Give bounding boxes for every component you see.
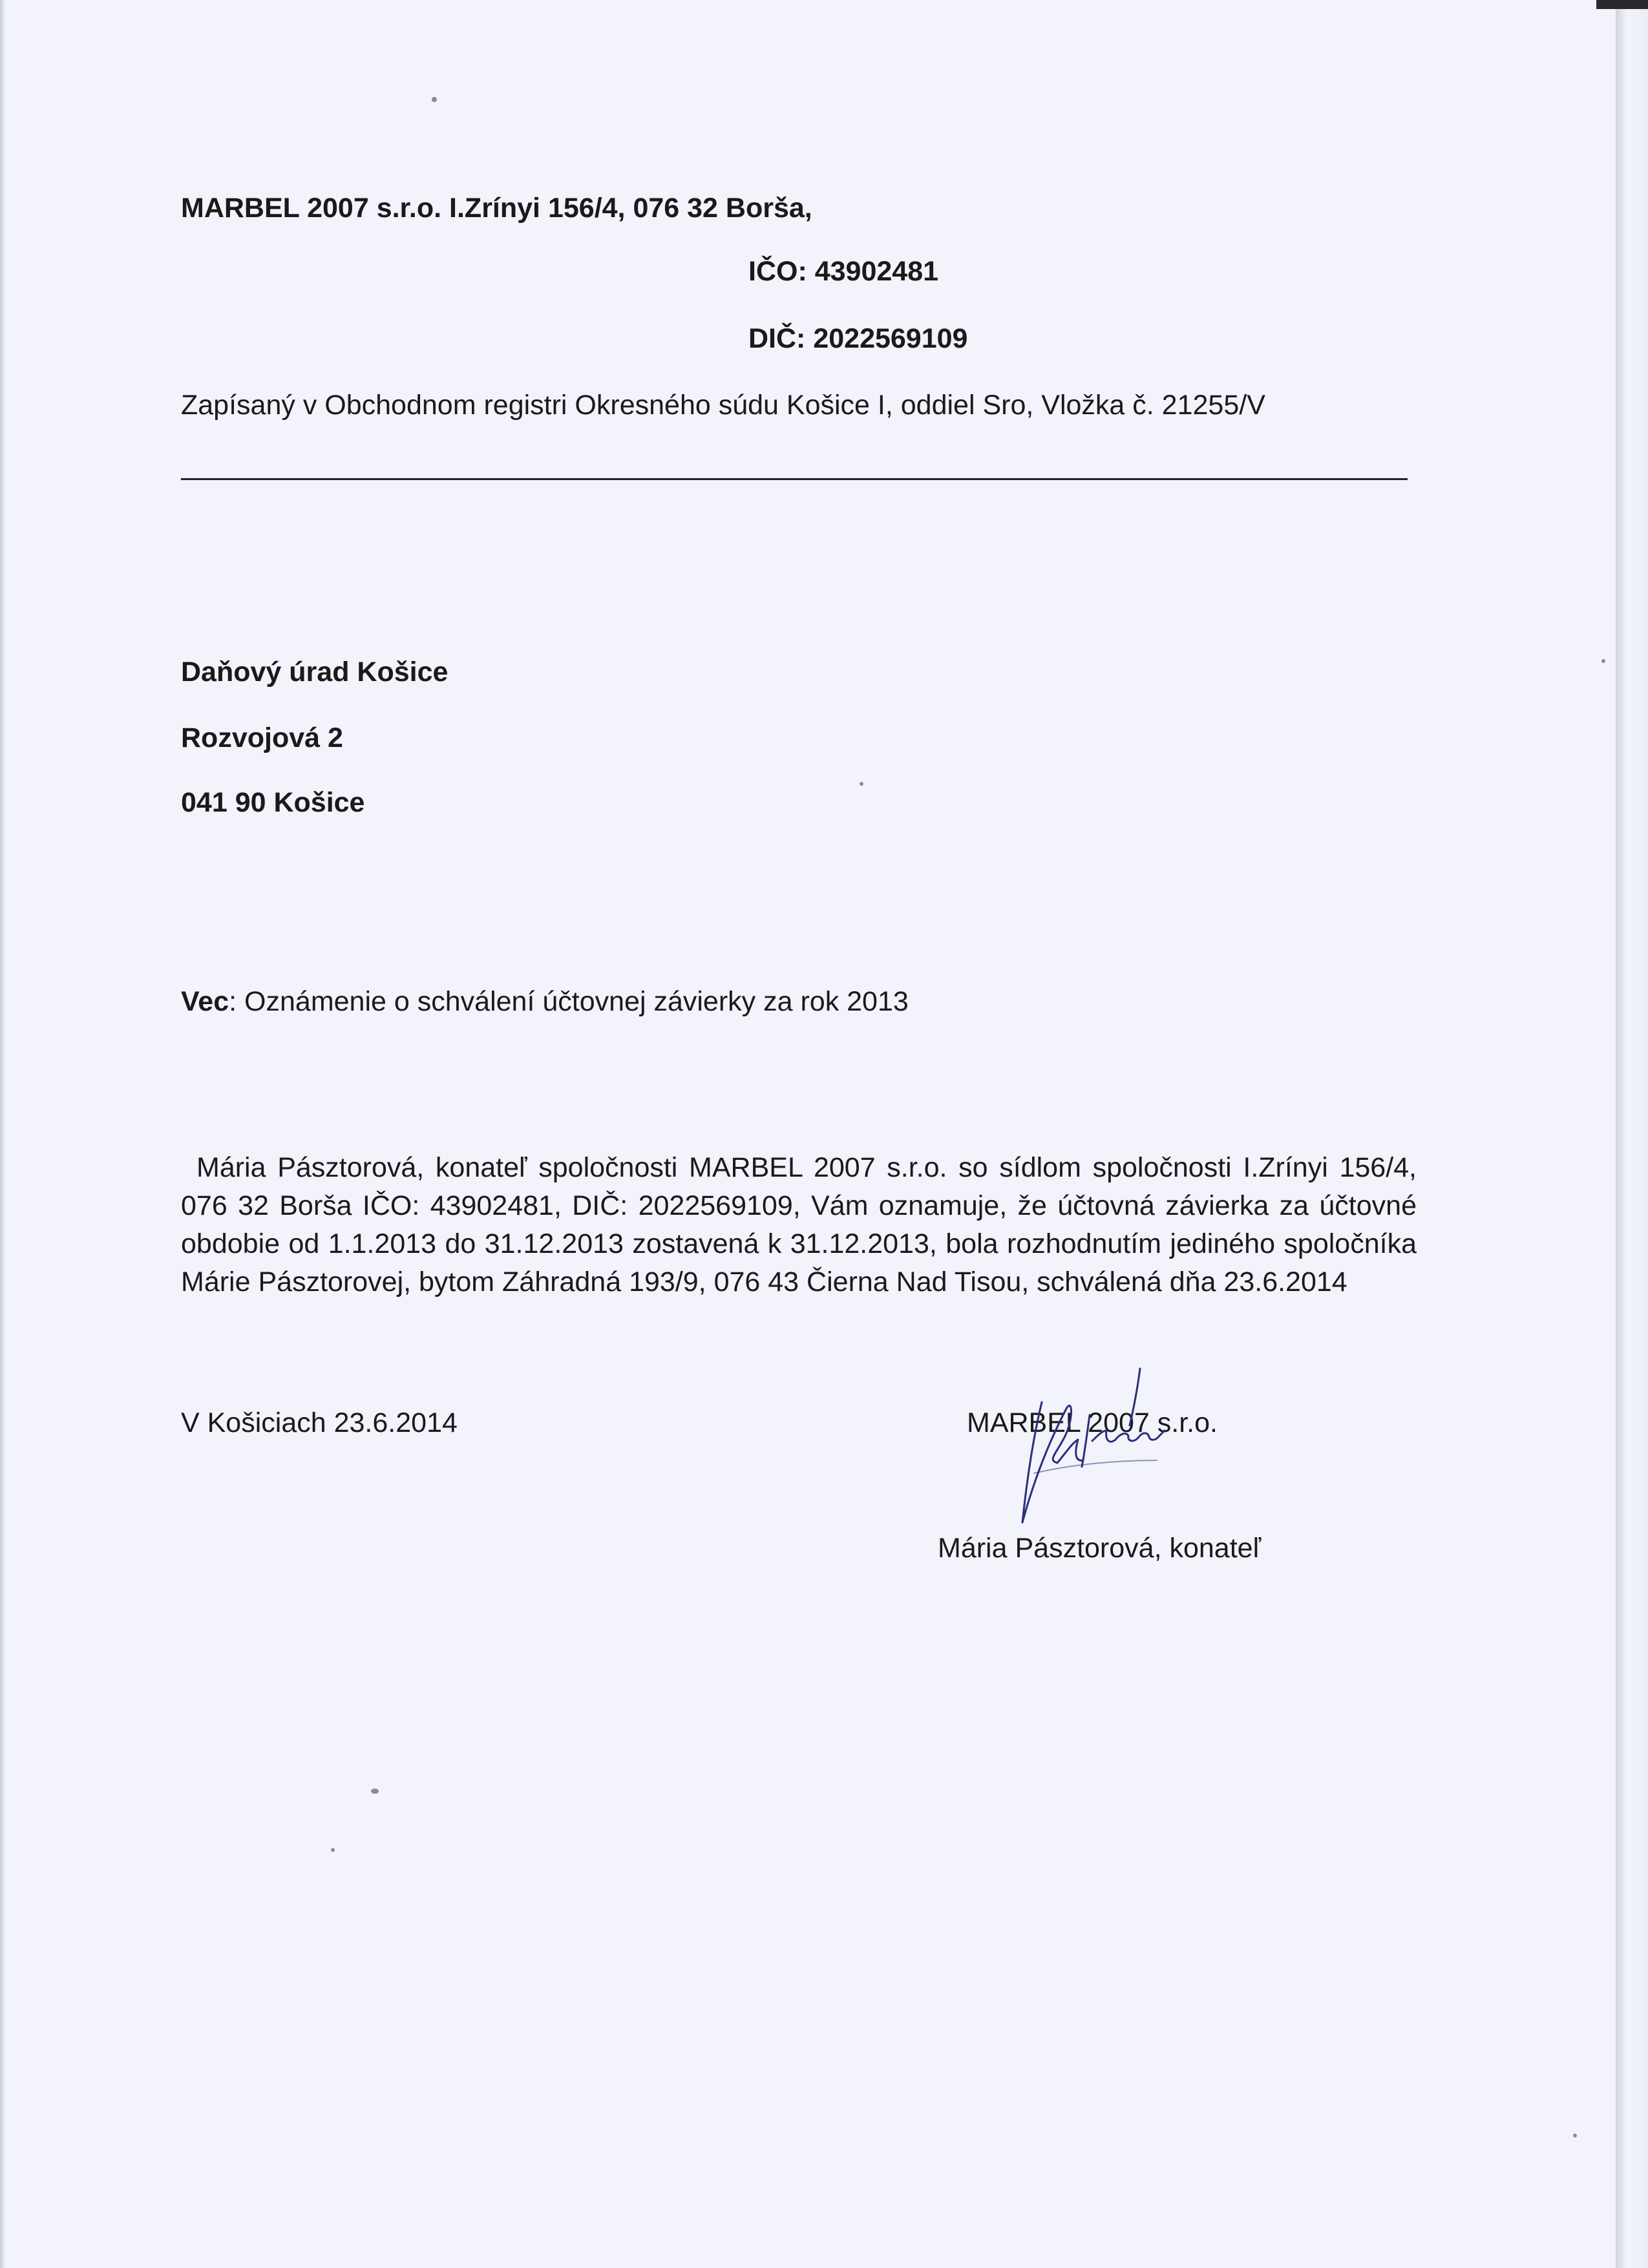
recipient-city: 041 90 Košice bbox=[181, 787, 365, 818]
scan-speck bbox=[371, 1789, 379, 1794]
recipient-name: Daňový úrad Košice bbox=[181, 656, 449, 688]
scan-speck bbox=[331, 1848, 335, 1852]
registry-line: Zapísaný v Obchodnom registri Okresného súdu Košice I, oddiel Sro, Vložka č. 21255/V bbox=[181, 390, 1265, 421]
place-date: V Košiciach 23.6.2014 bbox=[181, 1407, 458, 1438]
scan-speck bbox=[1601, 659, 1605, 663]
handwritten-signature bbox=[995, 1363, 1189, 1531]
dic-number: DIČ: 2022569109 bbox=[748, 323, 968, 354]
header-divider bbox=[181, 478, 1408, 480]
scan-speck bbox=[1573, 2134, 1577, 2137]
recipient-street: Rozvojová 2 bbox=[181, 722, 343, 753]
body-paragraph-text: Mária Pásztorová, konateľ spoločnosti MARBEL 2007 s.r.o. so sídlom spoločnosti I.Zrínyi 156/4, 076 32 Borša IČO: 43902481, DIČ: 2022569109, Vám oznamuje, že účtovná závierka za účtovné obdobie od 1.1.2013 do 31.12.2013 zostavená k 31.12.2013, bola rozhodnutím jediného spoločníka Márie Pásztorovej, bytom Záhradná 193/9, 076 43 Čierna Nad Tisou, schválená dňa 23.6.2014 bbox=[181, 1152, 1417, 1297]
ico-number: IČO: 43902481 bbox=[748, 256, 939, 287]
scan-speck bbox=[860, 782, 863, 786]
subject-text: Oznámenie o schválení účtovnej závierky za rok 2013 bbox=[237, 986, 909, 1017]
company-header: MARBEL 2007 s.r.o. I.Zrínyi 156/4, 076 32 Borša, bbox=[181, 193, 812, 224]
scan-corner-mark bbox=[1596, 0, 1648, 9]
scan-speck bbox=[432, 97, 437, 102]
signature-company: MARBEL 2007 s.r.o. bbox=[967, 1407, 1218, 1438]
signatory-name: Mária Pásztorová, konateľ bbox=[938, 1533, 1262, 1564]
subject-label: Vec bbox=[181, 986, 229, 1017]
subject-colon: : bbox=[229, 986, 237, 1017]
subject-line bbox=[181, 985, 909, 1018]
body-paragraph bbox=[181, 1149, 1417, 1301]
scan-left-edge bbox=[0, 0, 5, 2268]
scan-right-edge bbox=[1616, 0, 1648, 2268]
